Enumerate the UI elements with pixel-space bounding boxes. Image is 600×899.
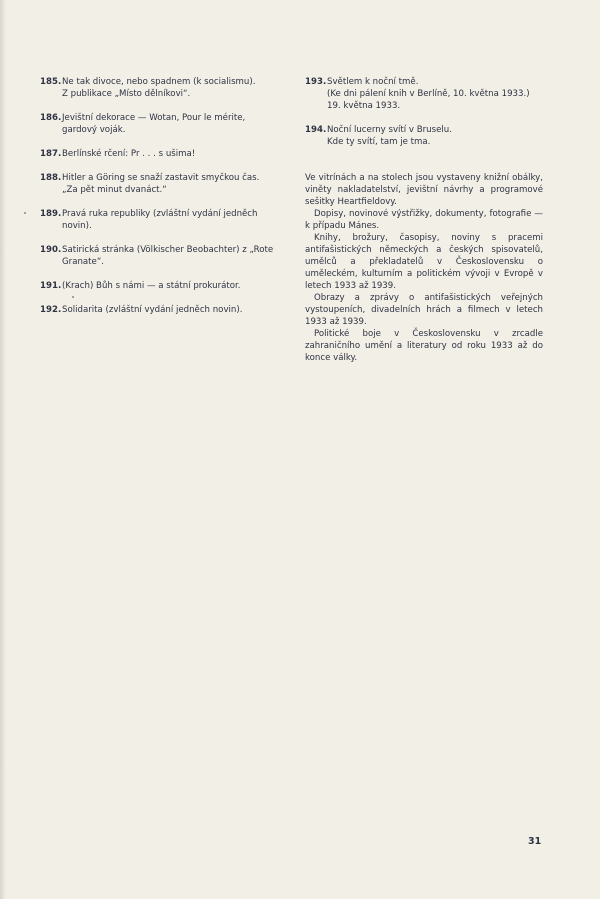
entry-number: 188. (40, 173, 62, 183)
catalog-entry (305, 76, 545, 112)
catalog-entry (40, 244, 278, 268)
catalog-entry (40, 172, 278, 196)
entry-number: 190. (40, 245, 62, 255)
entry-number: 185. (40, 77, 62, 87)
catalog-entry (40, 208, 278, 232)
entry-text: Ne tak divoce, nebo spadnem (k socialismu). Z publikace „Místo dělníkovi“. (62, 77, 256, 99)
entry-text: Berlínské rčení: Pr . . . s ušima! (62, 149, 196, 159)
entry-text: Solidarita (zvláštní vydání jedněch novin). (62, 305, 243, 315)
page-number: 31 (528, 836, 542, 847)
catalog-entry (40, 280, 278, 292)
entry-text: Satirická stránka (Völkischer Beobachter) z „Rote Granate“. (62, 245, 274, 267)
note-paragraph: Dopisy, novinové výstřižky, dokumenty, fotografie — k případu Mánes. (305, 209, 543, 231)
entry-number: 189. (40, 209, 62, 219)
page-binding-shadow (0, 0, 6, 899)
note-paragraph: Obrazy a zprávy o antifašistických veřejných vystoupeních, divadelních hrách a filmech v letech 1933 až 1939. (305, 293, 543, 327)
entry-text: (Krach) Bůh s námi — a státní prokurátor. (62, 281, 241, 291)
catalog-entry (40, 112, 278, 136)
entry-number: 192. (40, 305, 62, 315)
catalog-entry (40, 76, 278, 100)
paper-speck (72, 296, 74, 298)
exhibition-note (305, 172, 543, 364)
entry-number: 191. (40, 281, 62, 291)
entry-number: 194. (305, 125, 327, 135)
entry-text: Noční lucerny svítí v Bruselu. Kde ty svítí, tam je tma. (327, 125, 452, 147)
entry-text: Hitler a Göring se snaží zastavit smyčkou čas. „Za pět minut dvanáct.“ (62, 173, 260, 195)
entry-text: Jevištní dekorace — Wotan, Pour le mérite, gardový voják. (62, 113, 246, 135)
entry-number: 193. (305, 77, 327, 87)
right-column-catalog (305, 76, 545, 160)
paper-speck (24, 212, 26, 214)
entry-text: Pravá ruka republiky (zvláštní vydání jedněch novin). (62, 209, 258, 231)
note-paragraph: Ve vitrínách a na stolech jsou vystaveny knižní obálky, viněty nakladatelství, jevištní návrhy a programové sešitky Heartfieldovy. (305, 173, 543, 207)
left-column-catalog (40, 76, 278, 328)
entry-number: 186. (40, 113, 62, 123)
catalog-entry (305, 124, 545, 148)
catalog-entry (40, 148, 278, 160)
entry-text: Světlem k noční tmě. (Ke dni pálení knih v Berlíně, 10. května 1933.) 19. května 1933. (327, 77, 530, 111)
note-paragraph: Knihy, brožury, časopisy, noviny s pracemi antifašistických německých a českých spisovatelů, umělců a překladatelů v Československu o uměleckém, kulturním a politickém vývoji v Evropě v letech 1933 až 1939. (305, 233, 543, 291)
entry-number: 187. (40, 149, 62, 159)
note-paragraph: Politické boje v Československu v zrcadle zahraničního umění a literatury od roku 1933 až do konce války. (305, 329, 543, 363)
catalog-entry (40, 304, 278, 316)
